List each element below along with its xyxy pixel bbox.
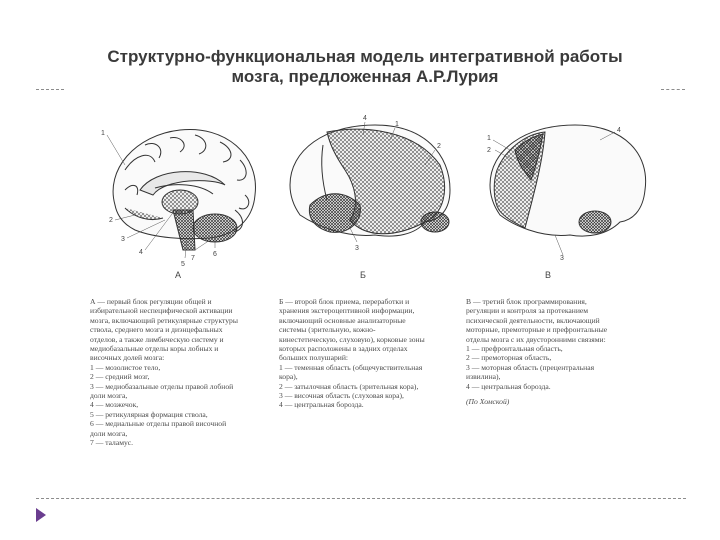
caption-line: 1 — префронтальная область, <box>466 344 563 354</box>
caption-line: 1 — теменная область (общечувствительная <box>279 362 423 372</box>
caption-line: кора), <box>279 372 298 382</box>
caption-line: больших полушарий: <box>279 353 349 363</box>
caption-line: доли мозга, <box>90 428 128 438</box>
caption-line: отделы мозга с их двусторонними связями: <box>466 334 606 344</box>
caption-line: Б — второй блок приема, переработки и <box>279 297 410 306</box>
panel-c-brain <box>490 125 646 236</box>
panel-a-callout-5: 5 <box>181 261 185 268</box>
top-right-divider <box>661 89 685 90</box>
panel-b-callout-2: 2 <box>437 143 441 150</box>
caption-line: 3 — медиобазальные отделы правой лобной <box>90 381 234 391</box>
panel-a-callout-7: 7 <box>191 255 195 262</box>
panel-a-brain <box>113 129 255 250</box>
caption-line: избирательной неспецифической активации <box>90 306 233 316</box>
caption-line: 4 — центральная борозда. <box>279 400 364 410</box>
panel-a-callout-2: 2 <box>109 217 113 224</box>
panel-c-callout-2: 2 <box>487 147 491 154</box>
caption-line: хранения экстероцептивной информации, <box>279 306 415 316</box>
caption-line: 3 — височная область (слуховая кора), <box>279 391 404 401</box>
caption-line: мозга, включающий ретикулярные структуры <box>90 315 238 325</box>
top-left-divider <box>36 89 64 90</box>
caption-line: 5 — ретикулярная формация ствола, <box>90 409 208 419</box>
caption-line: 7 — таламус. <box>90 438 134 448</box>
slide-title <box>70 47 660 87</box>
panel-b-brain <box>290 125 450 236</box>
panel-b-callout-3: 3 <box>355 245 359 252</box>
caption-line: А — первый блок регуляции общей и <box>90 297 212 306</box>
panel-c-callout-3: 3 <box>560 255 564 262</box>
caption-line: 4 — центральная борозда. <box>466 381 551 391</box>
brain-diagram <box>95 110 650 285</box>
panel-a-callout-3: 3 <box>121 236 125 243</box>
caption-line: системы (зрительную, кожно- <box>279 325 376 335</box>
caption-line: 2 — премоторная область, <box>466 353 552 363</box>
caption-line: моторные, премоторные и префронтальные <box>466 325 608 335</box>
caption-line: 2 — затылочная область (зрительная кора), <box>279 381 419 391</box>
panel-b-callout-4: 4 <box>363 115 367 122</box>
caption-line: кинестетическую, слуховую), корковые зоны <box>279 334 425 344</box>
panel-b-letter: Б <box>360 270 366 280</box>
caption-line: психической деятельности, включающий <box>466 315 600 325</box>
panel-c-letter: В <box>545 270 552 280</box>
panel-a-callout-6: 6 <box>213 251 217 258</box>
bottom-divider <box>36 498 686 499</box>
caption-line: регуляции и контроля за протеканием <box>466 306 589 316</box>
caption-line: 1 — мозолистое тело, <box>90 362 161 372</box>
caption-block-b <box>279 297 454 410</box>
slide-title-line2: мозга, предложенная А.Р.Лурия <box>231 67 499 86</box>
caption-line: В — третий блок программирования, <box>466 297 587 306</box>
caption-line: которых расположены в задних отделах <box>279 344 408 354</box>
slide-bullet-arrow-icon <box>36 508 46 522</box>
caption-line: 6 — медиальные отделы правой височной <box>90 419 227 429</box>
caption-source-note: (По Хомской) <box>466 397 510 407</box>
slide-title-line1: Структурно-функциональная модель интегративной работы <box>107 47 623 66</box>
panel-a-callout-1: 1 <box>101 130 105 137</box>
caption-block-a <box>90 297 262 448</box>
caption-line: ствола, среднего мозга и диэнцефальных <box>90 325 223 335</box>
panel-a-callout-4: 4 <box>139 249 143 256</box>
caption-line: включающий основные анализаторные <box>279 315 406 325</box>
panel-c-callout-4: 4 <box>617 127 621 134</box>
caption-line: медиобазальные отделы коры лобных и <box>90 344 219 354</box>
caption-line: 2 — средний мозг, <box>90 372 150 382</box>
caption-line: извилина), <box>466 372 501 382</box>
caption-line: височных долей мозга: <box>90 353 165 363</box>
panel-a-letter: А <box>175 270 182 280</box>
caption-line: доли мозга, <box>90 391 128 401</box>
caption-line: 4 — мозжечок, <box>90 400 139 410</box>
caption-line: 3 — моторная область (прецентральная <box>466 362 595 372</box>
caption-line: отделов, а также лимбическую систему и <box>90 334 224 344</box>
panel-b-callout-1: 1 <box>395 121 399 128</box>
panel-c-callout-1: 1 <box>487 135 491 142</box>
caption-block-c <box>466 297 646 406</box>
